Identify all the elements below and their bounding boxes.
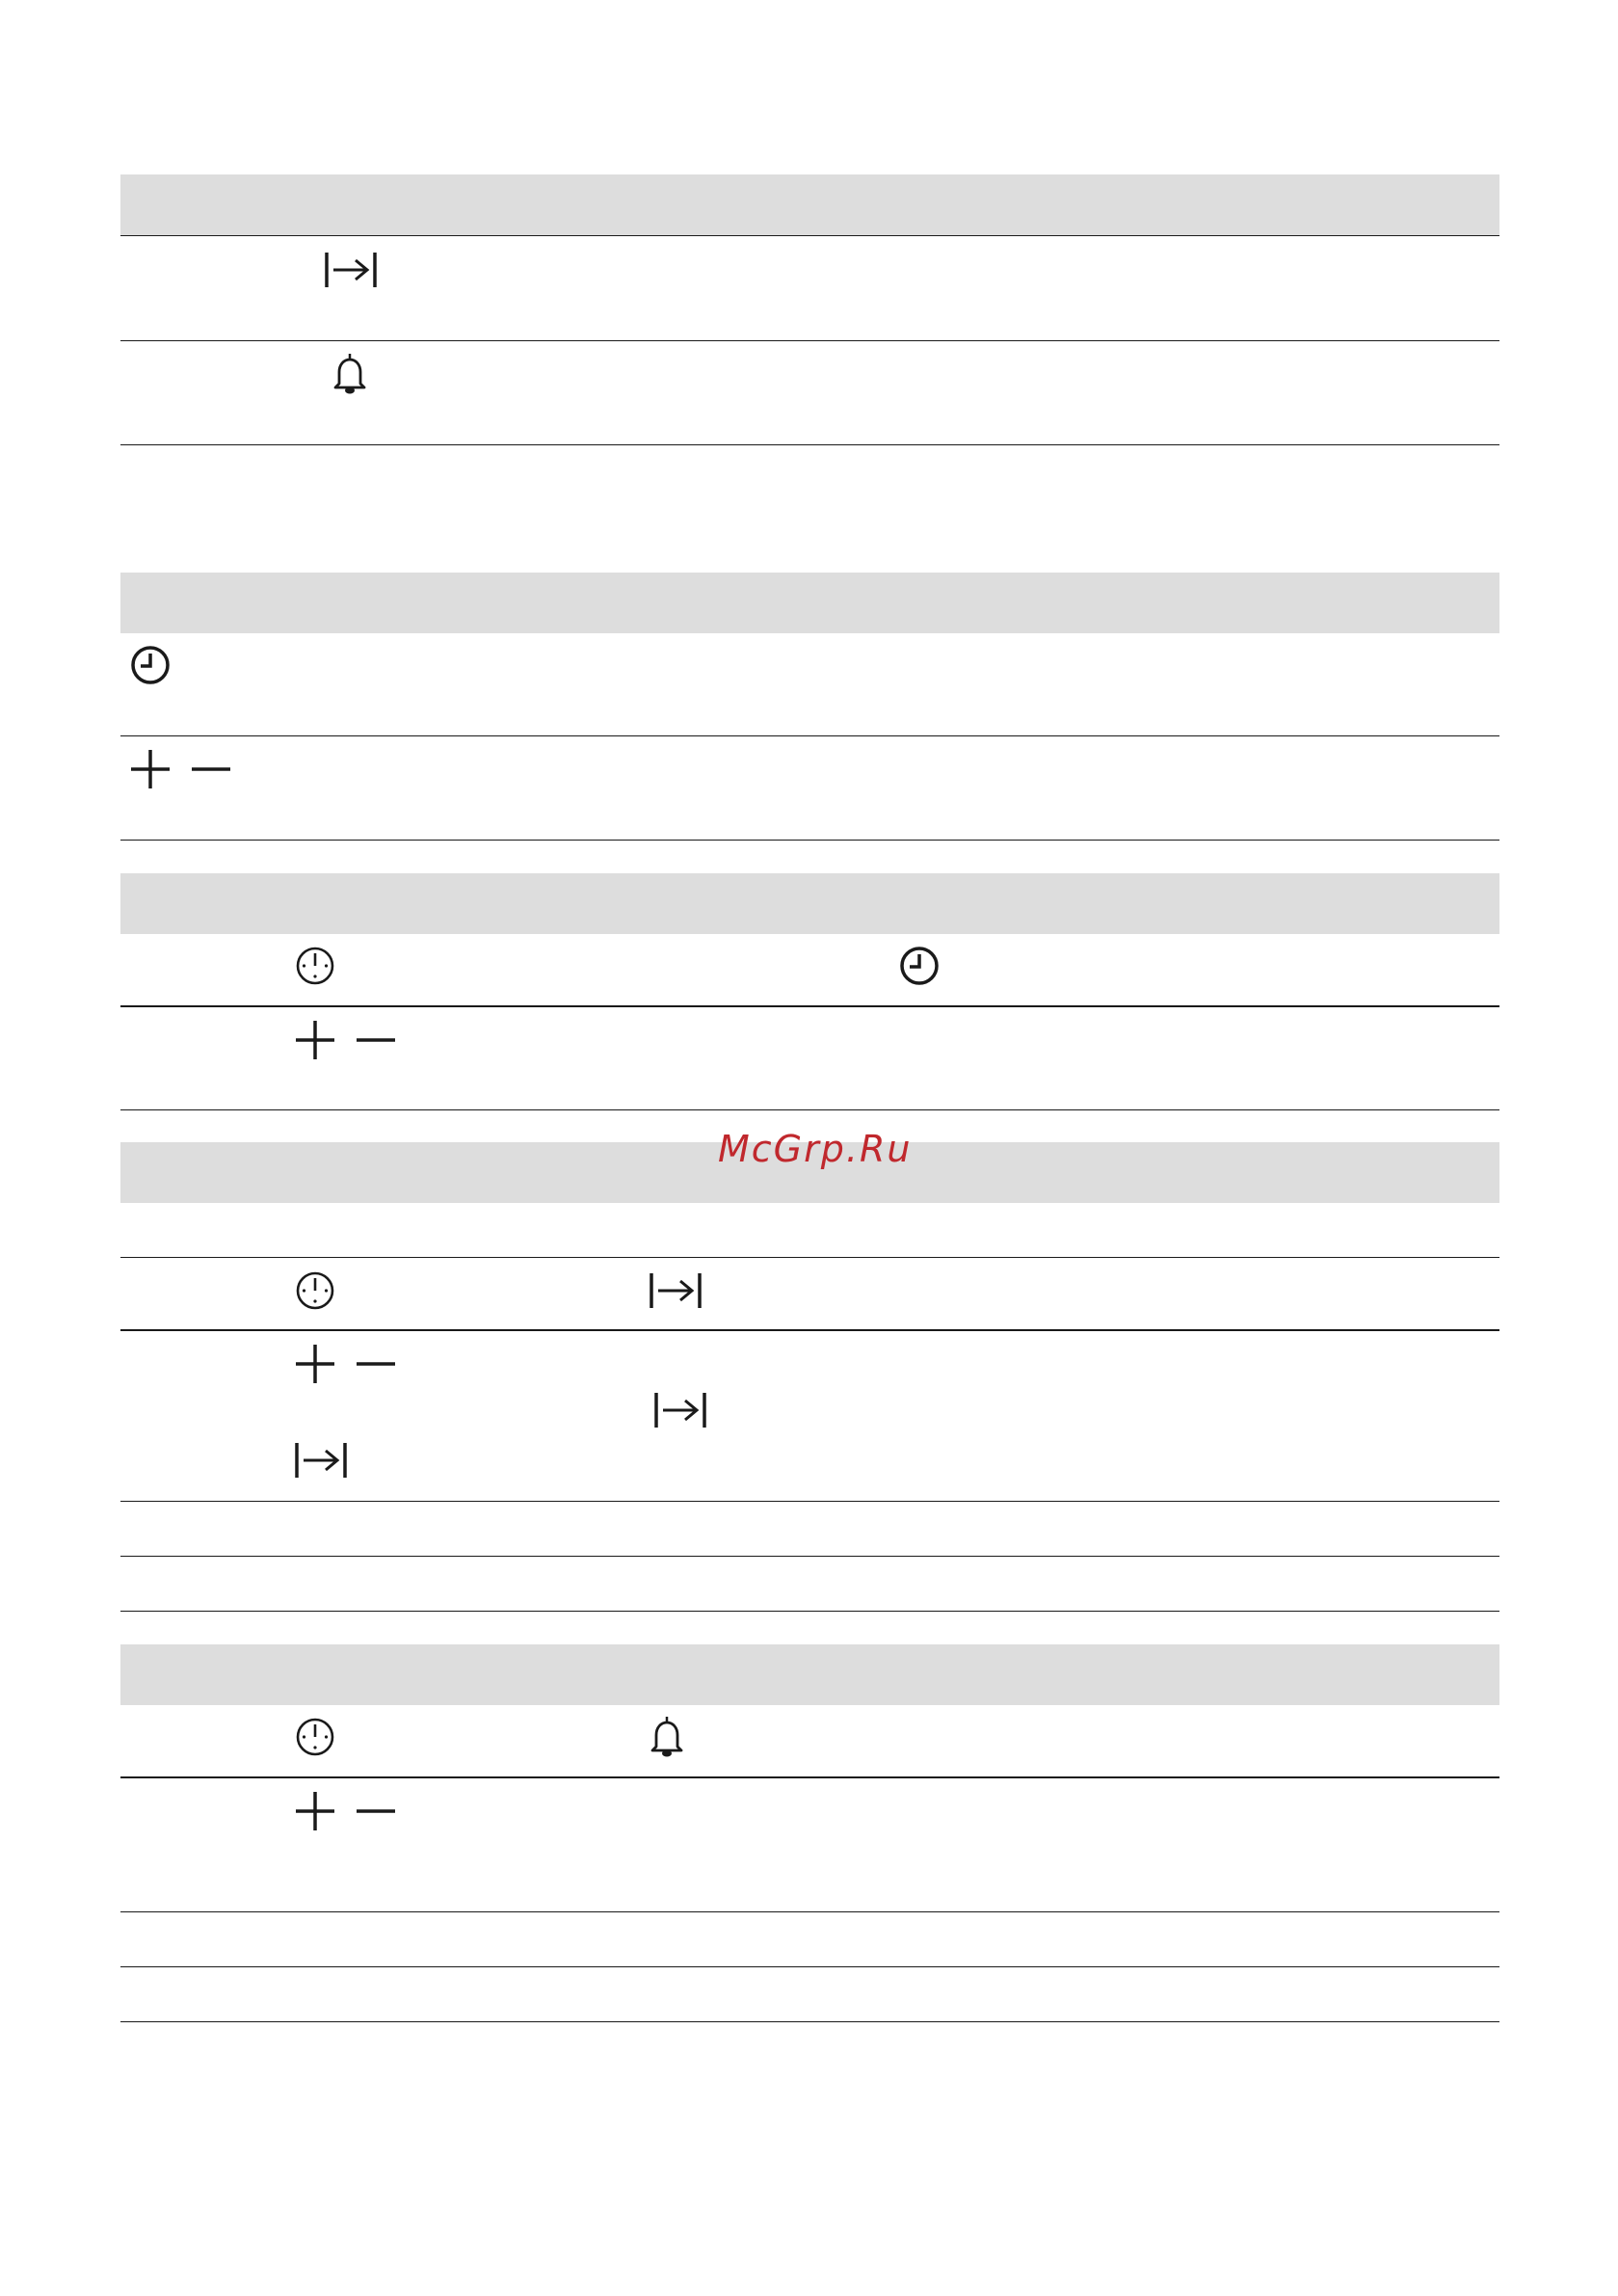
duration-icon (653, 1391, 707, 1429)
row-divider (120, 1005, 1499, 1007)
table-header-band (120, 1644, 1499, 1705)
table-header-band (120, 174, 1499, 235)
duration-icon (294, 1441, 348, 1480)
row-divider (120, 1966, 1499, 1967)
row-divider (120, 1501, 1499, 1502)
watermark: McGrp.Ru (718, 1128, 913, 1170)
row-divider (120, 735, 1499, 736)
row-divider (120, 1776, 1499, 1778)
row-divider (120, 340, 1499, 341)
minus-icon (355, 1343, 397, 1385)
table-header-band (120, 873, 1499, 934)
row-divider (120, 1329, 1499, 1331)
clock-icon (129, 644, 172, 686)
minus-icon (355, 1019, 397, 1061)
row-divider (120, 1911, 1499, 1912)
bell-icon (648, 1716, 686, 1758)
table-header-band (120, 573, 1499, 633)
bell-icon (331, 353, 369, 395)
plus-icon (294, 1790, 336, 1832)
row-divider (120, 1257, 1499, 1258)
row-divider (120, 2021, 1499, 2022)
row-divider (120, 840, 1499, 841)
function-dial-icon (294, 1716, 336, 1758)
row-divider (120, 1611, 1499, 1612)
duration-icon (649, 1271, 703, 1310)
row-divider (120, 1556, 1499, 1557)
plus-icon (294, 1343, 336, 1385)
row-divider (120, 444, 1499, 445)
plus-icon (129, 748, 172, 790)
minus-icon (355, 1790, 397, 1832)
minus-icon (190, 748, 232, 790)
plus-icon (294, 1019, 336, 1061)
clock-icon (898, 945, 941, 987)
function-dial-icon (294, 945, 336, 987)
header-rule (120, 235, 1499, 236)
row-divider (120, 1109, 1499, 1110)
duration-icon (324, 251, 378, 289)
function-dial-icon (294, 1269, 336, 1312)
